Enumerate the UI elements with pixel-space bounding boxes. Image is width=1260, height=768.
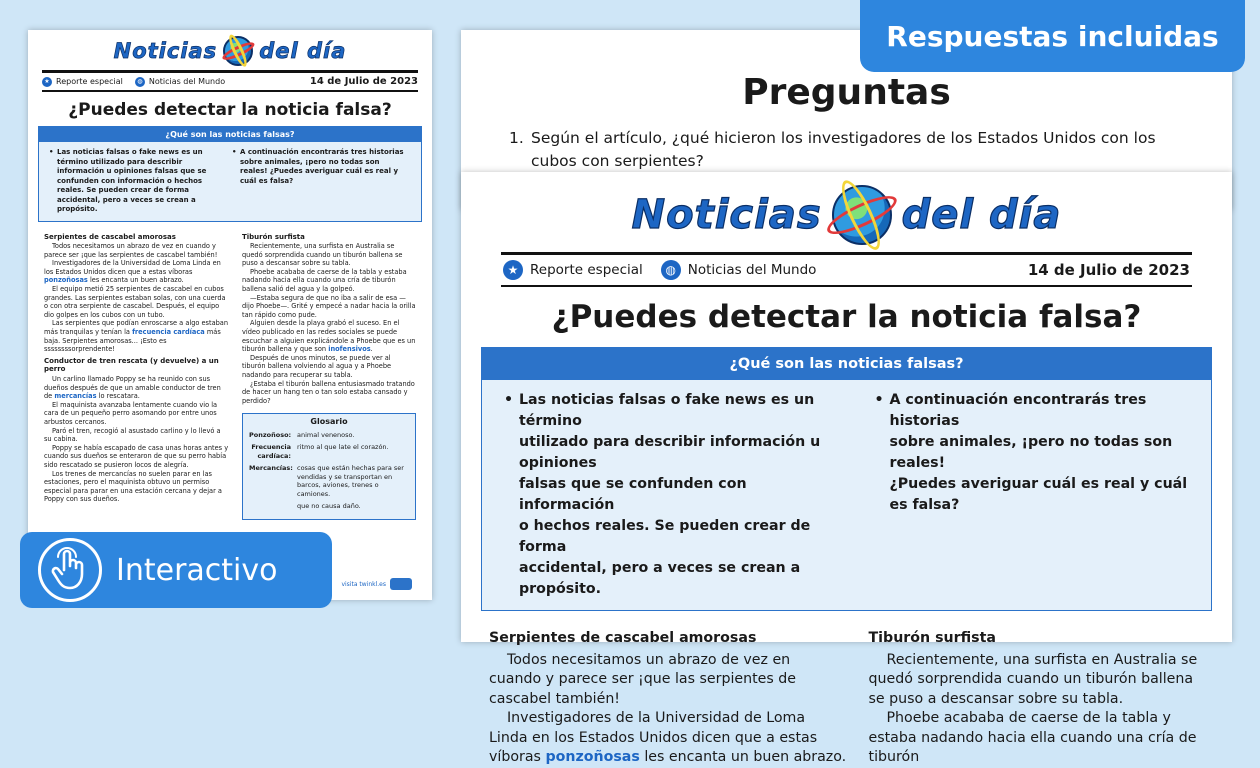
article-paragraph: Todos necesitamos un abrazo de vez en cuando y parece ser ¡que las serpientes de cascabel también!: [489, 651, 797, 707]
masthead-left-word: Noticias: [631, 192, 822, 238]
world-icon: ◍: [661, 260, 681, 280]
star-icon: ★: [503, 260, 523, 280]
article-paragraph: Los trenes de mercancías no suelen parar en las estaciones, pero el maquinista obtuvo un permiso especial para parar en una estación cercana y dejar a Poppy con sus dueños.: [44, 469, 222, 504]
masthead-right-word: del día: [901, 192, 1062, 238]
answers-included-badge: Respuestas incluidas: [860, 0, 1245, 72]
glossary-term: Frecuencia cardíaca:: [251, 443, 291, 460]
article-paragraph: Todos necesitamos un abrazo de vez en cuando y parece ser ¡que las serpientes de cascabel también!: [44, 242, 218, 259]
star-icon: ★: [42, 77, 52, 87]
article-paragraph: Paró el tren, recogió al asustado carlino y lo llevó a su cabina.: [44, 426, 221, 444]
masthead-left-word: Noticias: [113, 39, 218, 63]
fake-news-callout: [481, 347, 1212, 611]
article-paragraph: Las serpientes que podían enroscarse a algo estaban más tranquilas y tenían la frecuencia cardíaca más baja. Serpientes amorosas... ¡Esto es ssssssssorprendente!: [44, 319, 229, 354]
glossary-definition: que no causa daño.: [297, 502, 361, 511]
article-paragraph: Investigadores de la Universidad de Loma Linda en los Estados Unidos dicen que a estas víboras ponzoñosas les encanta un buen abrazo.: [489, 710, 847, 765]
article-title: Tiburón surfista: [242, 232, 305, 241]
article-paragraph: Poppy se había escapado de casa unas horas antes y cuando sus dueños se enteraron de que su perro había sido rescatado se pusieron locos de alegría.: [44, 443, 229, 469]
article-paragraph: Phoebe acababa de caerse de la tabla y estaba nadando hacia ella cuando una cría de tiburón ballena salió del agua y la golpeó.: [242, 267, 407, 294]
callout-point: • A continuación encontrarás tres historias sobre animales, ¡pero no todas son reales! ¿Puedes averiguar cuál es real y cuál es falsa?: [232, 148, 407, 186]
pointer-hand-icon: [38, 538, 102, 602]
callout-title: ¿Qué son las noticias falsas?: [482, 348, 1211, 380]
world-icon: ◍: [135, 77, 145, 87]
question-number: 1.: [509, 129, 524, 147]
article-title: Tiburón surfista: [868, 630, 996, 646]
article-title: Conductor de tren rescata (y devuelve) a un perro: [44, 356, 219, 374]
issue-date: 14 de Julio de 2023: [1027, 261, 1190, 279]
callout-point: • Las noticias falsas o fake news es un término utilizado para describir información u opiniones falsas que se confunden con información o hechos reales. Se pueden crear de forma accidental, pero a veces se crean a propósito.: [504, 390, 835, 600]
masthead: [461, 184, 1232, 246]
glossary-definition: ritmo al que late el corazón.: [297, 443, 389, 452]
issue-date: 14 de Julio de 2023: [309, 76, 418, 87]
interactive-badge[interactable]: [20, 532, 332, 608]
article-paragraph: ¿Estaba el tiburón ballena entusiasmado tratando de hacer un hang ten o tan solo estaba cansado y perdido?: [242, 379, 415, 405]
headline: ¿Puedes detectar la noticia falsa?: [68, 100, 392, 120]
interactive-label: Interactivo: [116, 552, 278, 588]
twinkl-logo-icon: [390, 578, 412, 590]
headline: ¿Puedes detectar la noticia falsa?: [551, 299, 1142, 335]
tag-special-report: Reporte especial: [530, 262, 643, 278]
masthead-right-word: del día: [259, 39, 347, 63]
article-paragraph: —Estaba segura de que no iba a salir de esa —dijo Phoebe—. Grité y empecé a nadar hacia la orilla tan rápido como pude.: [242, 293, 416, 319]
article-paragraph: Investigadores de la Universidad de Loma Linda en los Estados Unidos dicen que a estas víboras ponzoñosas les encanta un buen abrazo.: [44, 259, 221, 285]
tag-world-news: Noticias del Mundo: [148, 77, 226, 86]
article-paragraph: Recientemente, una surfista en Australia se quedó sorprendida cuando un tiburón ballena se puso a descansar sobre su tabla.: [868, 651, 1198, 707]
article-title: Serpientes de cascabel amorosas: [489, 630, 757, 646]
article-paragraph: El equipo metió 25 serpientes de cascabel en cubos grandes. Las serpientes estaban solas, con una cuerda o con otra serpiente de cascabel. Después, el equipo dio golpes en los cubos con un tubo.: [44, 285, 226, 319]
fake-news-callout: [38, 126, 422, 222]
glossary-definition: animal venenoso.: [297, 430, 355, 439]
tag-world-news: Noticias del Mundo: [687, 262, 817, 278]
questions-title: Preguntas: [742, 72, 951, 113]
footer-brand: [341, 578, 412, 590]
masthead: [28, 36, 432, 66]
section-bar: [501, 252, 1192, 287]
glossary-box: [242, 413, 416, 520]
article-paragraph: Un carlino llamado Poppy se ha reunido con sus dueños después de que un amable conductor de tren de mercancías lo rescatara.: [44, 375, 221, 401]
callout-point: • A continuación encontrarás tres historias sobre animales, ¡pero no todas son reales! ¿Puedes averiguar cuál es real y cuál es falsa?: [875, 390, 1202, 516]
article-paragraph: Alguien desde la playa grabó el suceso. En el vídeo publicado en las redes sociales se puede escuchar a alguien explicándole a Phoebe que es un tiburón ballena y que son inofensivos.: [242, 319, 416, 354]
article-paragraph: Phoebe acababa de caerse de la tabla y estaba nadando hacia ella cuando una cría de tiburón: [868, 710, 1197, 765]
glossary-definition: cosas que están hechas para ser vendidas y se transportan en barcos, aviones, trenes o camiones.: [297, 464, 404, 498]
article-paragraph: Recientemente, una surfista en Australia se quedó sorprendida cuando un tiburón ballena se puso a descansar sobre su tabla.: [242, 242, 403, 268]
globe-icon: [223, 36, 253, 66]
question-text: Según el artículo, ¿qué hicieron los investigadores de los Estados Unidos con los cubos con serpientes?: [531, 129, 1156, 170]
tag-special-report: Reporte especial: [56, 77, 123, 86]
preview-page-thumbnail[interactable]: [28, 30, 432, 600]
section-bar: [42, 70, 418, 92]
question-item: [509, 127, 1192, 173]
footer-url: visita twinkl.es: [341, 580, 386, 588]
globe-icon: [832, 185, 892, 245]
callout-title: ¿Qué son las noticias falsas?: [39, 127, 421, 142]
newspaper-page[interactable]: [461, 172, 1232, 765]
callout-point: • Las noticias falsas o fake news es un término utilizado para describir información u opiniones falsas que se confunden con información o hechos reales. Se pueden crear de forma accidental, pero a veces se crean a propósito.: [49, 148, 224, 215]
article-paragraph: Después de unos minutos, se puede ver al tiburón ballena volviendo al agua y a Phoebe nadando para recuperar su tabla.: [242, 353, 392, 379]
glossary-term: Ponzoñoso:: [249, 430, 292, 439]
article-title: Serpientes de cascabel amorosas: [44, 232, 176, 241]
glossary-title: Glosario: [310, 417, 348, 427]
glossary-term: Mercancías:: [249, 464, 293, 473]
article-paragraph: El maquinista avanzaba lentamente cuando vio la cara de un pequeño perro asomando por entre unos arbustos cercanos.: [44, 400, 218, 426]
